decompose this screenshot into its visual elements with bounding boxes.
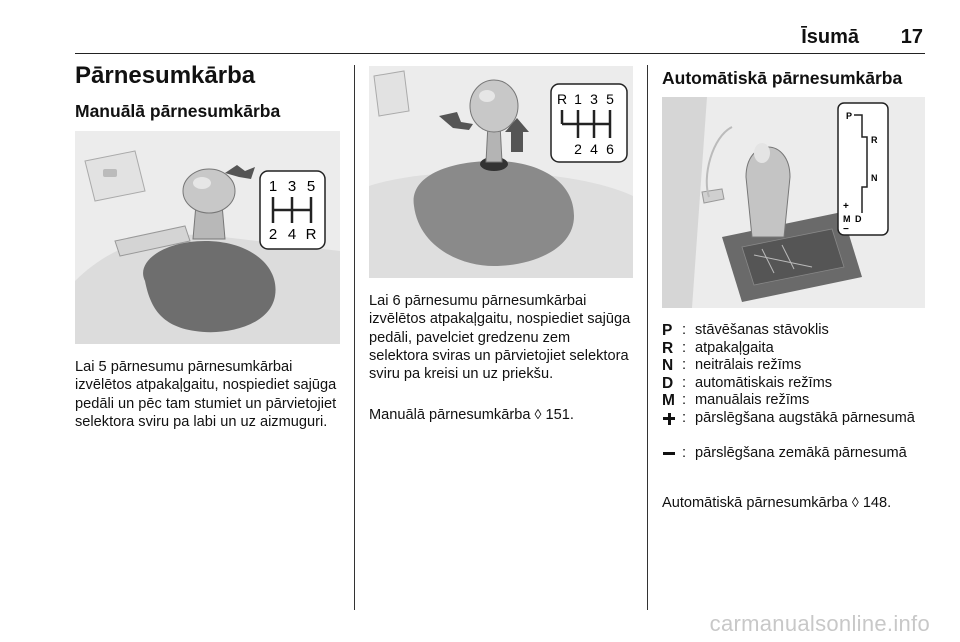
manual-6-speed-illustration [369, 66, 633, 278]
gate-label: 3 [590, 91, 598, 107]
legend-colon: : [682, 339, 687, 356]
gate-label: 4 [590, 141, 598, 157]
subsection-heading: Manuālā pārnesumkārba [75, 101, 281, 121]
selector-label: D [855, 214, 862, 224]
minus-icon [662, 447, 676, 461]
legend-desc: pārslēgšana augstākā pārnesumā [695, 409, 915, 426]
gate-label: 5 [606, 91, 614, 107]
automatic-transmission-illustration [662, 97, 925, 308]
legend-colon: : [682, 357, 687, 373]
selector-legend [662, 322, 926, 480]
legend-key: D [662, 374, 674, 392]
gate-label: 2 [574, 141, 582, 157]
instruction-paragraph: Lai 5 pārnesumu pārnesumkārbai izvēlētos atpakaļgaitu, nospiediet sajūga pedāli un pēc tam stumiet un pārvietojiet selektora sviru pa labi un uz aizmuguri. [75, 359, 337, 430]
legend-item [662, 357, 926, 375]
plus-icon [662, 412, 676, 426]
legend-item [662, 322, 926, 340]
legend-desc: atpakaļgaita [695, 339, 774, 356]
legend-desc: manuālais režīms [695, 392, 810, 408]
legend-item [662, 410, 926, 445]
legend-key: P [662, 322, 673, 339]
selector-label: N [871, 173, 878, 183]
legend-key: R [662, 339, 674, 357]
legend-colon: : [682, 322, 687, 338]
legend-item [662, 445, 926, 480]
gate-label: R [305, 226, 317, 243]
gate-label: 5 [306, 178, 316, 195]
cross-reference [369, 405, 633, 424]
reference-page: 148. [862, 495, 892, 511]
column-divider-2 [647, 65, 648, 610]
page-reference-arrow-icon: ◊ [851, 494, 859, 510]
legend-key: M [662, 392, 675, 409]
page-header [75, 24, 925, 54]
reference-page: 151. [545, 407, 574, 423]
legend-key: N [662, 357, 674, 374]
column-manual-5 [75, 60, 342, 610]
selector-label: − [843, 224, 849, 235]
legend-key [662, 445, 678, 464]
legend-desc: neitrālais režīms [695, 357, 802, 373]
legend-colon: : [682, 444, 687, 461]
selector-label: + [843, 201, 849, 212]
legend-item [662, 375, 926, 393]
cross-reference [662, 493, 926, 512]
gate-label: 2 [268, 226, 278, 243]
column-manual-6 [369, 60, 633, 610]
reference-text: Automātiskā pārnesumkārba [662, 495, 848, 511]
page-reference-arrow-icon: ◊ [534, 406, 542, 422]
legend-item [662, 340, 926, 358]
column-automatic [662, 60, 926, 610]
legend-desc: automātiskais režīms [695, 374, 833, 391]
gate-label: 6 [606, 141, 614, 157]
section-title: Īsumā [801, 26, 859, 48]
selector-label: P [846, 111, 853, 121]
gate-label: R [556, 91, 568, 107]
header-rule [75, 53, 925, 55]
column-divider-1 [354, 65, 355, 610]
gate-label: 1 [574, 91, 582, 107]
page-number: 17 [900, 26, 923, 48]
legend-key [662, 410, 678, 429]
section-heading: Pārnesumkārba [75, 62, 256, 89]
legend-desc: stāvēšanas stāvoklis [695, 322, 829, 338]
legend-colon: : [682, 409, 687, 426]
legend-desc: pārslēgšana zemākā pārnesumā [695, 444, 907, 461]
watermark: carmanualsonline.info [709, 611, 930, 636]
gate-label: 4 [287, 226, 297, 243]
subsection-heading: Automātiskā pārnesumkārba [662, 68, 903, 88]
selector-label: M [843, 214, 851, 224]
legend-item [662, 392, 926, 410]
gate-label: 3 [287, 178, 297, 195]
manual-5-speed-illustration [75, 131, 340, 344]
gate-label: 1 [268, 178, 278, 195]
reference-text: Manuālā pārnesumkārba [369, 407, 531, 423]
legend-colon: : [682, 374, 687, 391]
instruction-paragraph: Lai 6 pārnesumu pārnesumkārbai izvēlētos atpakaļgaitu, nospiediet sajūga pedāli, pavelciet gredzenu zem selektora sviras un pārvietojiet selektora sviru pa kreisi un uz priekšu. [369, 293, 631, 383]
legend-colon: : [682, 392, 687, 408]
selector-label: R [871, 135, 878, 145]
